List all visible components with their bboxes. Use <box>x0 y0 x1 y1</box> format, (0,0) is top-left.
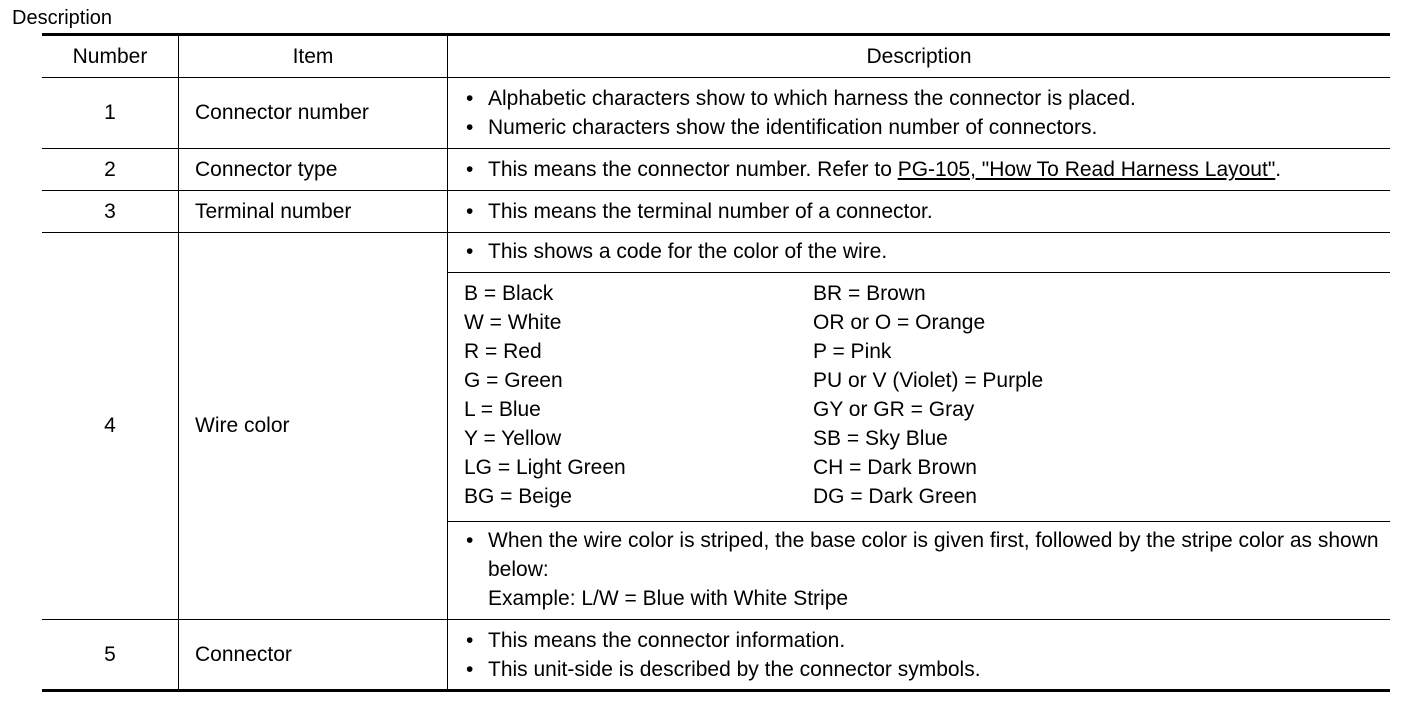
color-code: BR = Brown <box>813 282 926 305</box>
example-text: Example: L/W = Blue with White Stripe <box>488 587 849 610</box>
row-number: 2 <box>42 149 179 191</box>
description-text-end: . <box>1275 158 1282 181</box>
table-row <box>42 233 1390 620</box>
color-code: R = Red <box>464 340 542 363</box>
table-row <box>42 191 1390 233</box>
row-item: Connector number <box>179 78 448 149</box>
table-row <box>42 620 1390 691</box>
table-row <box>42 78 1390 149</box>
row-description <box>448 620 1391 691</box>
row-item: Terminal number <box>179 191 448 233</box>
row-description <box>448 149 1391 191</box>
bullet-text: • Alphabetic characters show to which harness the connector is placed. <box>464 84 1384 113</box>
bullet-text: • When the wire color is striped, the base color is given first, followed by the stripe color as shown below: <box>464 526 1384 584</box>
color-code: OR or O = Orange <box>813 311 986 334</box>
row-number: 1 <box>42 78 179 149</box>
row-description <box>448 233 1391 620</box>
table-row <box>42 149 1390 191</box>
page-title: Description <box>12 7 113 29</box>
bullet-text: • Numeric characters show the identification number of connectors. <box>464 113 1384 142</box>
color-code: L = Blue <box>464 398 541 421</box>
row-number: 3 <box>42 191 179 233</box>
header-row <box>42 35 1390 78</box>
color-code-list <box>464 275 1384 515</box>
row-number: 5 <box>42 620 179 691</box>
color-code: G = Green <box>464 369 563 392</box>
bullet-text: • This unit-side is described by the connector symbols. <box>464 655 1384 684</box>
harness-layout-link[interactable]: PG-105, "How To Read Harness Layout" <box>897 158 1276 181</box>
row-item: Connector type <box>179 149 448 191</box>
row-item: Wire color <box>179 233 448 620</box>
color-code: SB = Sky Blue <box>813 427 948 450</box>
stripe-note <box>448 522 1390 619</box>
color-code: LG = Light Green <box>464 456 626 479</box>
row-description <box>448 78 1391 149</box>
description-text: This means the connector number. Refer to <box>488 158 898 181</box>
color-code: W = White <box>464 311 562 334</box>
header-item: Item <box>179 35 448 78</box>
bullet-text: • This shows a code for the color of the wire. <box>464 237 1384 266</box>
color-code: B = Black <box>464 282 554 305</box>
color-code: Y = Yellow <box>464 427 562 450</box>
row-item: Connector <box>179 620 448 691</box>
bullet-text: • This means the connector information. <box>464 626 1384 655</box>
color-code: DG = Dark Green <box>813 485 977 508</box>
description-table <box>42 33 1390 692</box>
color-code: P = Pink <box>813 340 892 363</box>
wire-color-intro <box>448 233 1390 273</box>
bullet-text: • This means the terminal number of a connector. <box>464 197 1384 226</box>
wire-color-codes <box>448 273 1390 522</box>
row-number: 4 <box>42 233 179 620</box>
color-code: PU or V (Violet) = Purple <box>813 369 1044 392</box>
header-number: Number <box>42 35 179 78</box>
color-code: BG = Beige <box>464 485 572 508</box>
header-description: Description <box>448 35 1391 78</box>
color-code: CH = Dark Brown <box>813 456 977 479</box>
row-description <box>448 191 1391 233</box>
bullet-text <box>464 155 1384 184</box>
color-code: GY or GR = Gray <box>813 398 975 421</box>
